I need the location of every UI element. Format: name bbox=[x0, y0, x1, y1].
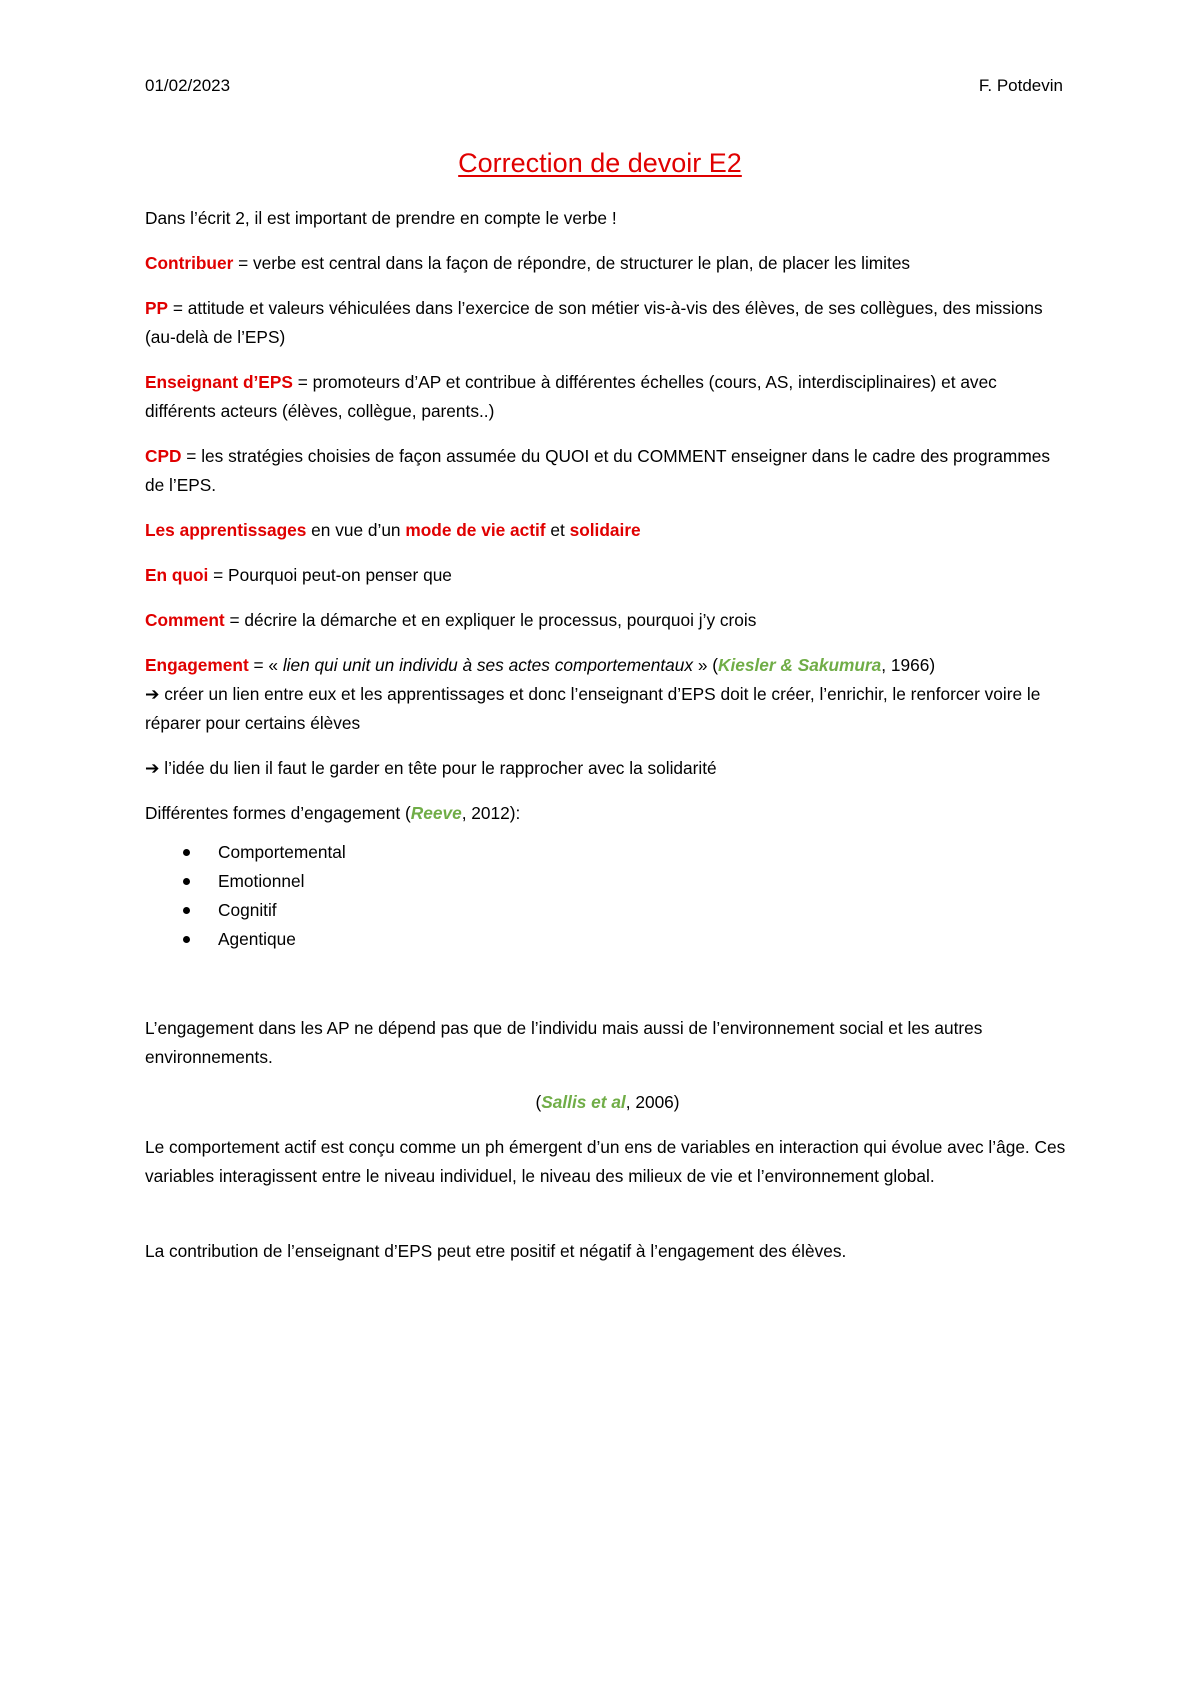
list-item bbox=[145, 838, 1070, 867]
header-date: 01/02/2023 bbox=[145, 76, 231, 95]
apprentissages-paragraph bbox=[145, 516, 1070, 545]
spacer bbox=[145, 970, 1070, 1014]
engagement-citation-author: Kiesler & Sakumura bbox=[717, 655, 882, 675]
en-quoi-paragraph bbox=[145, 561, 1070, 590]
apprentissages-text-1: en vue d’un bbox=[306, 520, 406, 540]
comment-term: Comment bbox=[145, 610, 225, 630]
environnement-paragraph: L’engagement dans les AP ne dépend pas que de l’individu mais aussi de l’environnement social et les autres environnements. bbox=[145, 1018, 983, 1067]
apprentissages-text-2: et bbox=[545, 520, 570, 540]
list-item-label: Agentique bbox=[218, 929, 296, 949]
right-arrow-icon: ➔ bbox=[145, 758, 160, 778]
engagement-equals: = « bbox=[248, 655, 283, 675]
contribution-paragraph: La contribution de l’enseignant d’EPS peut etre positif et négatif à l’engagement des élèves. bbox=[145, 1241, 847, 1261]
engagement-citation-year: , 1966) bbox=[881, 655, 936, 675]
contribuer-paragraph bbox=[145, 249, 1070, 278]
pp-paragraph bbox=[145, 294, 1070, 352]
list-item-label: Emotionnel bbox=[218, 871, 305, 891]
engagement-paragraph bbox=[145, 651, 1070, 738]
sallis-citation-year: , 2006) bbox=[625, 1092, 680, 1112]
list-item-label: Cognitif bbox=[218, 900, 277, 920]
engagement-term: Engagement bbox=[145, 655, 249, 675]
contribuer-term: Contribuer bbox=[145, 253, 234, 273]
page-header bbox=[145, 76, 1063, 96]
cpd-paragraph bbox=[145, 442, 1070, 500]
bullet-icon bbox=[183, 907, 190, 914]
comment-definition: = décrire la démarche et en expliquer le processus, pourquoi j’y crois bbox=[224, 610, 757, 630]
engagement-quote-close: » ( bbox=[693, 655, 718, 675]
solidaire-term: solidaire bbox=[569, 520, 641, 540]
en-quoi-term: En quoi bbox=[145, 565, 209, 585]
spacer bbox=[145, 1207, 1070, 1237]
formes-paragraph bbox=[145, 799, 1070, 828]
lien-text: l’idée du lien il faut le garder en tête pour le rapprocher avec la solidarité bbox=[159, 758, 717, 778]
bullet-icon bbox=[183, 849, 190, 856]
pp-definition: = attitude et valeurs véhiculées dans l’exercice de son métier vis-à-vis des élèves, de ses collègues, des missions (au-delà de l’EPS) bbox=[145, 298, 1043, 347]
sallis-open: ( bbox=[535, 1092, 542, 1112]
engagement-forms-list bbox=[145, 838, 1070, 954]
apprentissages-term: Les apprentissages bbox=[145, 520, 307, 540]
right-arrow-icon: ➔ bbox=[145, 684, 160, 704]
formes-prefix: Différentes formes d’engagement ( bbox=[145, 803, 411, 823]
formes-citation-year: , 2012): bbox=[461, 803, 521, 823]
list-item-label: Comportemental bbox=[218, 842, 346, 862]
engagement-explanation: créer un lien entre eux et les apprentissages et donc l’enseignant d’EPS doit le créer, l’enrichir, le renforcer voire le réparer pour certains élèves bbox=[145, 684, 1041, 733]
list-item bbox=[145, 867, 1070, 896]
formes-citation-author: Reeve bbox=[410, 803, 462, 823]
cpd-term: CPD bbox=[145, 446, 182, 466]
sallis-citation-author: Sallis et al bbox=[541, 1092, 626, 1112]
list-item bbox=[145, 896, 1070, 925]
list-item bbox=[145, 925, 1070, 954]
en-quoi-definition: = Pourquoi peut-on penser que bbox=[208, 565, 452, 585]
bullet-icon bbox=[183, 936, 190, 943]
lien-paragraph bbox=[145, 754, 1070, 783]
engagement-quote: lien qui unit un individu à ses actes comportementaux bbox=[282, 655, 694, 675]
comment-paragraph bbox=[145, 606, 1070, 635]
comportement-paragraph: Le comportement actif est conçu comme un ph émergent d’un ens de variables en interaction qui évolue avec l’âge. Ces variables interagissent entre le niveau individuel, le niveau des milieux de vie et l’environnement global. bbox=[145, 1137, 1066, 1186]
enseignant-term: Enseignant d’EPS bbox=[145, 372, 293, 392]
document-body bbox=[145, 204, 1070, 1282]
sallis-citation bbox=[145, 1088, 1070, 1117]
document-title: Correction de devoir E2 bbox=[458, 148, 742, 178]
bullet-icon bbox=[183, 878, 190, 885]
contribuer-definition: = verbe est central dans la façon de répondre, de structurer le plan, de placer les limites bbox=[233, 253, 911, 273]
header-author: F. Potdevin bbox=[978, 76, 1063, 95]
cpd-definition: = les stratégies choisies de façon assumée du QUOI et du COMMENT enseigner dans le cadre des programmes de l’EPS. bbox=[145, 446, 1050, 495]
enseignant-paragraph bbox=[145, 368, 1070, 426]
pp-term: PP bbox=[145, 298, 169, 318]
mode-de-vie-term: mode de vie actif bbox=[405, 520, 546, 540]
enseignant-definition: = promoteurs d’AP et contribue à différentes échelles (cours, AS, interdisciplinaires) et avec différents acteurs (élèves, collègue, parents..) bbox=[145, 372, 997, 421]
intro-paragraph: Dans l’écrit 2, il est important de prendre en compte le verbe ! bbox=[145, 208, 617, 228]
